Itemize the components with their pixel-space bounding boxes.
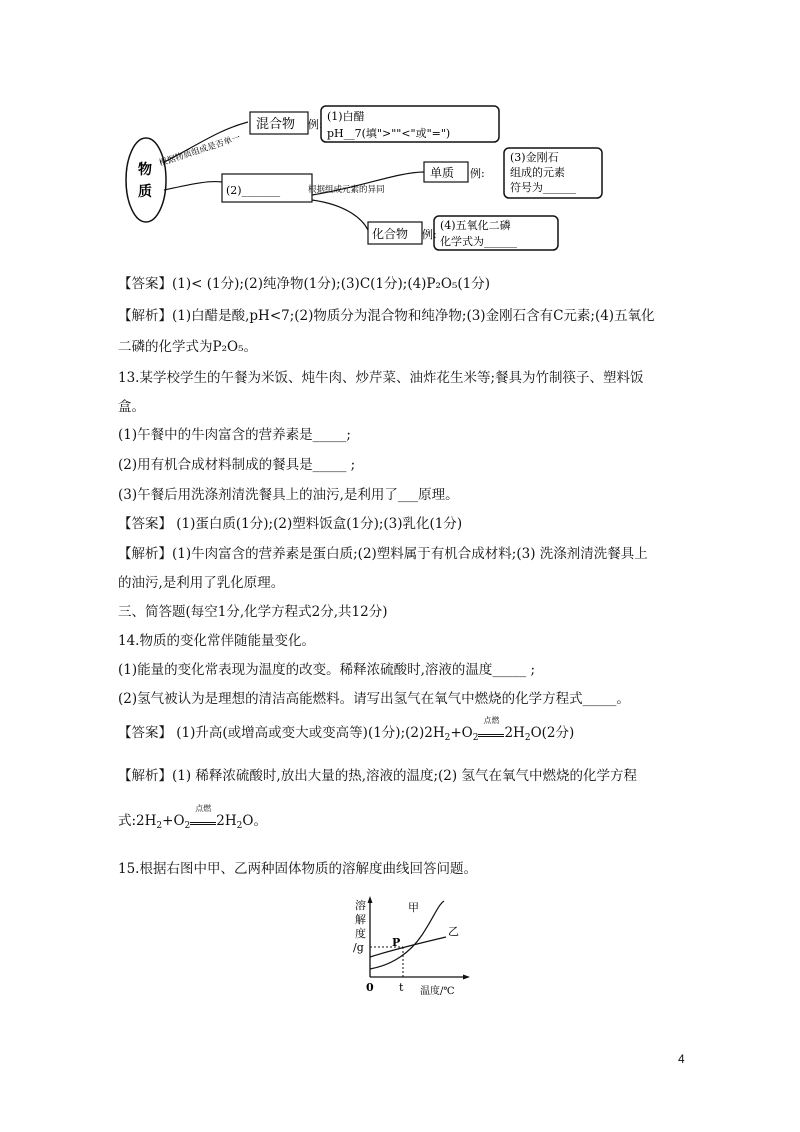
answer-14-text-b: +O xyxy=(450,725,473,741)
explanation-12-line-1: 【解析】(1)白醋是酸,pH<7;(2)物质分为混合物和纯净物;(3)金刚石含有C元素;(4)五氧化 xyxy=(118,308,655,324)
answer-14-sub-c: 2 xyxy=(524,733,531,743)
origin-label: 0 xyxy=(366,981,374,994)
question-14-part-1: (1)能量的变化常表现为温度的改变。稀释浓硫酸时,溶液的温度_____ ; xyxy=(118,662,536,678)
y-label-char-2: 解 xyxy=(355,913,366,926)
question-13-part-1: (1)午餐中的牛肉富含的营养素是_____; xyxy=(118,427,351,443)
question-13-line-1: 13.某学校学生的午餐为米饭、炖牛肉、炒芹菜、油炸花生米等;餐具为竹制筷子、塑料饭 xyxy=(118,370,644,386)
curve-b xyxy=(370,937,446,957)
explanation-12-line-2: 二磷的化学式为P₂O₅。 xyxy=(118,339,257,355)
curve-b-label: 乙 xyxy=(448,925,459,938)
answer-14-text-a: 【答案】 (1)升高(或增高或变大或变高等)(1分);(2)2H xyxy=(118,725,445,741)
answer-14 xyxy=(118,716,575,747)
explanation-14-sub-b: 2 xyxy=(184,821,191,831)
explanation-14-text-c: 2H xyxy=(216,813,237,829)
compound-example-line-1: (4)五氧化二磷 xyxy=(440,219,511,232)
question-14-part-2: (2)氢气被认为是理想的清洁高能燃料。请写出氢气在氧气中燃烧的化学方程式_____。 xyxy=(118,691,630,707)
y-label-char-4: /g xyxy=(353,941,364,954)
curve-a-label: 甲 xyxy=(408,901,419,914)
page-number: 4 xyxy=(678,1052,685,1066)
explanation-13-line-2: 的油污,是利用了乳化原理。 xyxy=(118,575,285,591)
explanation-14-text-b: +O xyxy=(162,813,185,829)
branch-caption-mid: 根据组成元素的异同 xyxy=(308,185,385,195)
explanation-14-line-2 xyxy=(118,804,267,835)
reaction-condition-2 xyxy=(190,804,216,825)
question-13-line-2: 盒。 xyxy=(118,399,145,415)
mixture-example-line-2: pH__7(填">""<"或"=") xyxy=(327,127,451,140)
y-label-char-3: 度 xyxy=(355,927,366,940)
explanation-14-sub-c: 2 xyxy=(236,821,243,831)
question-15: 15.根据右图中甲、乙两种固体物质的溶解度曲线回答问题。 xyxy=(118,861,477,877)
connector-to-compound xyxy=(312,200,368,230)
y-label-char-1: 溶 xyxy=(355,899,366,912)
section-3-heading: 三、简答题(每空1分,化学方程式2分,共12分) xyxy=(118,604,388,620)
mixture-example-label: 例: xyxy=(308,118,323,131)
equals-sign xyxy=(478,734,504,737)
explanation-14-text-a: 式:2H xyxy=(118,813,157,829)
answer-12: 【答案】(1)< (1分);(2)纯净物(1分);(3)C(1分);(4)P₂O₅(1分) xyxy=(118,276,491,292)
compound-example-line-2: 化学式为______ xyxy=(440,235,517,248)
t-label: t xyxy=(399,981,404,994)
connector-to-blank2 xyxy=(164,182,222,190)
explanation-14-sub-a: 2 xyxy=(156,821,163,831)
point-p-label: P xyxy=(392,936,401,949)
branch-caption-top: 根据物质组成是否单一 xyxy=(157,133,242,169)
answer-13: 【答案】 (1)蛋白质(1分);(2)塑料饭盒(1分);(3)乳化(1分) xyxy=(118,516,463,532)
reaction-condition-2-label: 点燃 xyxy=(195,804,212,813)
explanation-13-line-1: 【解析】(1)牛肉富含的营养素是蛋白质;(2)塑料属于有机合成材料;(3) 洗涤剂清洗餐具上 xyxy=(118,546,648,562)
explanation-14-text-d: O。 xyxy=(242,813,267,829)
element-example-line-1: (3)金刚石 xyxy=(510,151,559,164)
answer-14-sub-a: 2 xyxy=(444,733,451,743)
question-13-part-3: (3)午餐后用洗涤剂清洗餐具上的油污,是利用了___原理。 xyxy=(118,487,459,503)
compound-label: 化合物 xyxy=(372,227,409,241)
x-axis-arrow xyxy=(463,975,470,980)
answer-14-text-d: O(2分) xyxy=(530,725,575,741)
element-label: 单质 xyxy=(430,166,455,180)
element-example-label: 例: xyxy=(470,167,485,180)
answer-14-text-c: 2H xyxy=(504,725,525,741)
concept-map xyxy=(118,100,618,260)
explanation-14-line-1: 【解析】(1) 稀释浓硫酸时,放出大量的热,溶液的温度;(2) 氢气在氧气中燃烧的化学方程 xyxy=(118,768,637,784)
blank2-label: (2)_______ xyxy=(226,184,281,197)
reaction-condition xyxy=(478,716,504,737)
question-13-part-2: (2)用有机合成材料制成的餐具是_____ ; xyxy=(118,457,356,473)
element-example-line-2: 组成的元素 xyxy=(510,166,565,179)
y-axis-arrow xyxy=(368,896,373,903)
equals-sign-2 xyxy=(190,822,216,825)
compound-example-label: 例: xyxy=(422,228,437,241)
center-char-1: 物 xyxy=(138,162,152,178)
x-label: 温度/℃ xyxy=(420,986,455,997)
solubility-chart xyxy=(352,895,482,1000)
question-14: 14.物质的变化常伴随能量变化。 xyxy=(118,633,315,649)
center-char-2: 质 xyxy=(138,184,152,200)
answer-14-sub-b: 2 xyxy=(472,733,479,743)
element-example-line-3: 符号为______ xyxy=(510,181,576,194)
center-ellipse xyxy=(126,138,166,222)
mixture-label: 混合物 xyxy=(256,117,296,132)
reaction-condition-label: 点燃 xyxy=(483,716,500,725)
curve-a xyxy=(370,901,444,969)
mixture-example-line-1: (1)白醋 xyxy=(327,110,365,123)
